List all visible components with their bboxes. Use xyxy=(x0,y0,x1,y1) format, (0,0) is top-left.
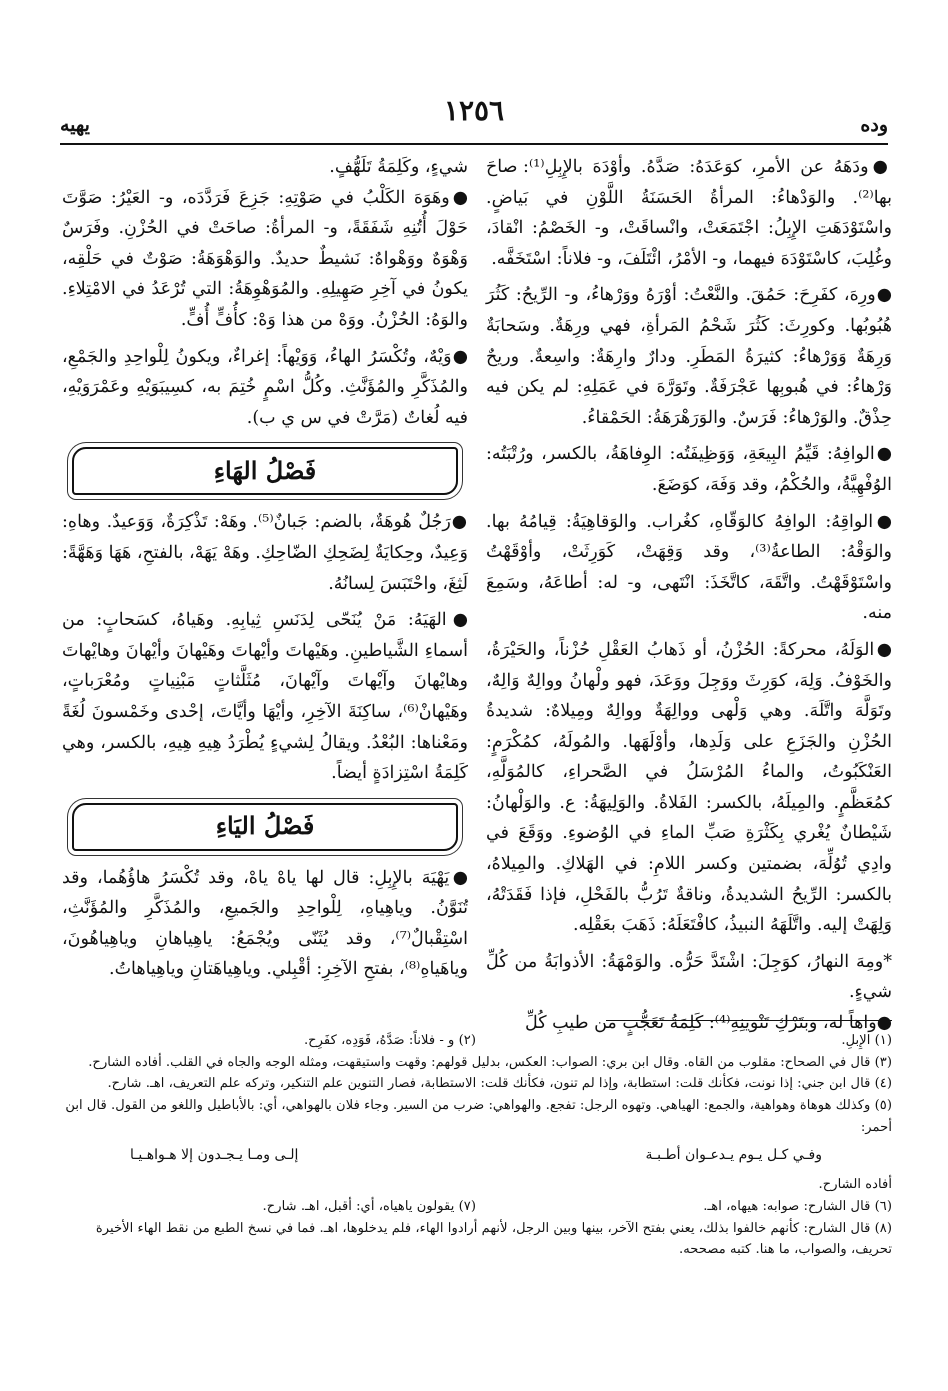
footnote-1: (١) الإِبلِ. xyxy=(841,1033,892,1048)
left-column xyxy=(62,152,468,985)
entry-huhah: ●رَجُلٌ هُوهَةٌ، بالضم: جَبانٌ⁽⁵⁾. وهَهْ: تَذْكِرَةٌ، وَوَعيدٌ. وهاهِ: وَعِيدٌ، وحِكايَةٌ لِضَحِكِ الضّاحِكِ. وهَهْ يَهَهْ، بالفتحِ، هَهَا وَهَهَّةً: لَثِغَ، واحْتَبَسَ لِسانُهُ. xyxy=(62,512,468,594)
verse-first-hemistich: وفـي كـل يـوم يـدعـوان أطـبـة xyxy=(645,1146,822,1163)
footnote-2: (٢) و - فلاناً: صَدَّهُ، فَوَدِه، كفَرِح. xyxy=(303,1033,476,1048)
footnote-row-6-7 xyxy=(60,1196,892,1218)
footnote-row-1-2 xyxy=(60,1030,892,1052)
entry-wadah: ●ودَهَهُ عن الأمرِ، كوَعَدَهُ: صَدَّهُ. وأوْدَهَ بالإِبِلِ⁽¹⁾: صاحَ بها⁽²⁾. والوَدْهاءُ: المرأةُ الحَسَنَةُ اللَّوْنِ في بَياضٍ. واسْتَوْدَهَتِ الإِبِلُ: اجْتَمَعَتْ، وانْساقَتْ، و- الخَصْمُ: انْقادَ، وغُلِبَ، كاسْتَوْدَهَ فيهما، و- الأمْرُ، ائْتَلَفَ، و- فلاناً: اسْتَخَفَّه. xyxy=(486,157,892,269)
entry-continuation: شيءٍ، وكَلِمَةُ تَلَهُّفٍ. xyxy=(329,157,468,177)
section-heading-ha: فَصْلُ الهَاءِ xyxy=(72,447,458,495)
footnote-4: (٤) قال ابن جني: إذا نونت، فكأنك قلت: استطابة، وإذا لم تنون، فكأنك قلت: الاستطابة، فصار التنوين علم التنكير، وتركه علم التعريف، اهـ. شارح. xyxy=(107,1076,892,1092)
footnotes xyxy=(60,1030,892,1261)
footnote-5: (٥) وكذلك هوهاة وهواهية، والجمع: الهياهي. وتهوه الرجل: تفجع. والهواهي: ضرب من السير. وجاء فلان بالهواهي، أي: بالأباطيل واللغو من القول. قال ابن أحمر: xyxy=(65,1098,892,1135)
page-number: ١٢٥٦ xyxy=(443,94,505,127)
entry-hayah: ●الهَيَهُ: مَنْ يُنَحّى لِدَنَسِ ثِيابِهِ. وهَياهُ، كسَحابٍ: من أسماءِ الشَّياطينِ. وهَيْهاتَ وأيْهاتَ وهَيْهانَ وأيْهانَ وهايْهاتَ وهايْهانَ وآيْهاتَ وآيْهانَ، مُثَلَّثاتٍ مَبْنِياتٍ ومُعْرَباتٍ، وهَيْهانْ⁽⁶⁾، ساكِنَةَ الآخِرِ، وأيْهَا وأيَّاتَ، إحْدى وخَمْسونَ لُغَةً ومَعْناها: البُعْدُ. ويقالُ لِشيءٍ يُطْرَدُ هِيهِ هِيهِ، بالكسر، وهي كَلِمَةُ اسْتِزادَةٍ أيضاً. xyxy=(62,610,468,784)
footnote-8: (٨) قال الشارح: كأنهم خالفوا بذلك، يعني بفتح الآخر، بينها وبين الرجل، لأنهم أرادوا الهاء، فلم يدخلوها، اهـ. فما في نسخ الطبع من نقط الهاء الأخيرة تحريف، والصواب، ما هنا. كتبه مصححه. xyxy=(95,1220,892,1258)
entry-walah: ●الوَلَهُ، محركةً: الحُزْنُ، أو ذَهابُ العَقْلِ حُزْناً، والحَيْرَةُ، والخَوْفُ. وَلِهَ، كوَرِثَ ووَجِلَ ووَعَدَ، فهو ولْهانُ ووالِهٌ وَالِهٌ، وتَوَلَّهَ واتَّلَهَ. وهي وَلْهى ووالِهَةٌ ووالِهٌ ومِيلاهٌ: شديدةُ الحُزْنِ والجَزَعِ على وَلَدِها، وأوْلَهَها. والمُولَهُ، كمُكْرَمٍ: العَنْكَبُوتُ، والماءُ المُرْسَلُ في الصَّحراءِ، كالمُوَلَّهِ، كمُعَظَّمٍ. والمِيلَهُ، بالكسر: الفَلاةُ. والوَلِيهَةُ: ع. والوَلْهانُ: شَيْطانٌ يُغْري بِكَثْرَةِ صَبِّ الماءِ في الوُضوءِ. ووَقَعَ في وادِي تُوُلِّهَ، بضمتين وكسر اللامِ: في الهَلاكِ. والمِيلاهُ، بالكسر: الرِّيحُ الشديدةُ، وناقةٌ تَرُبُّ بالفَحْلِ، فإذا فَقَدَتْهُ، وَلِهَتْ إليه. واتَّلَهَهُ النبيذُ، كافْتَعَلَهُ: ذَهَبَ بعَقْلِه. xyxy=(486,639,892,936)
right-column xyxy=(486,152,892,1039)
entry-wahan: ●واهاً له، وبتَرْكِ تَنْوينِهِ⁽⁴⁾: كَلِمَةُ تَعَجُّبٍ من طيبِ كُلِّ xyxy=(524,1013,892,1034)
poetry-verse xyxy=(60,1139,892,1175)
footnote-5-source: أفاده الشارح. xyxy=(818,1177,892,1193)
page-header xyxy=(60,94,888,134)
section-heading-ya: فَصْلُ اليَاءِ xyxy=(72,803,458,851)
entry-waqih: ●الواقِهُ: الوافِهُ كالوَقّاهِ، كغُراب. والوَقاهِيَةُ: قِيامُهُ بها. والوَقْهُ: الطاعةُ⁽³⁾، وقد وَقِهَتْ، كَوَرِثَتْ، وأوْقَهْتُ واسْتَوْقَهْتُ. واتَّقَهَ، كاتَّخَذَ: انْتَهى، و- له: أطاعَهُ، وسَمِعَ منه. xyxy=(486,511,892,624)
header-rule xyxy=(60,143,888,145)
footnote-6: (٦) قال الشارح: صوابه: هيهاه، اهـ. xyxy=(703,1198,892,1214)
entry-wahwah: ●وهَوَهَ الكَلْبُ في صَوْتِهِ: جَزِعَ فَرَدَّدَه، و- العَيْرُ: صَوَّتَ حَوْلَ أُتُنِهِ شَفَقَةً، و- المرأةُ: صاحَتْ في الحُزْنِ. وفَرَسٌ وَهْوَهٌ ووَهْواهٌ: نَشيطٌ حديدٌ. والوَهْوَهَةُ: صَوْتٌ في حَلْقِه، يكونُ في آخِرِ صَهِيلِهِ. والمُوَهْوِهَةُ: التي تُرْعَدُ في الامْتِلاءِ. والوَهُ: الحُزْنُ. ووَهْ من هذا وَهْ: كأُفٍّ أُفٍّ. xyxy=(62,187,468,330)
verse-second-hemistich: إلـى ومـا يـجـدون إلا هـواهـيـا xyxy=(130,1146,299,1163)
entry-wamih: *ومِهَ النهارُ، كوَجِلَ: اشْتَدَّ حَرُّه. والوَمْهَةُ: الأذوابَةُ من كُلِّ شيءٍ. xyxy=(486,951,892,1003)
entry-wafih: ●الوافِهُ: قَيِّمُ البِيعَةِ، وَوَظِيفَتُه: الوِفاهَةُ، بالكسر، ورُتْبَتُه: الوُفْهِيَّةُ، والحُكْمُ، وقد وَفَهَ، كوَضَعَ. xyxy=(486,444,892,495)
entry-wayh: ●وَيْهٌ، وتُكْسَرُ الهاءُ، وَوَيْهاً: إغراءٌ، ويكونُ لِلْواحِدِ والجَمْعِ، والمُذَكَّرِ والمُؤَنَّثِ. وكُلُّ اسْمٍ خُتِمَ به، كسِيبَوَيْهِ وعَمْرَوَيْهِ، فيه لُغاتٌ (مَرَّتْ في س ي ب). xyxy=(62,346,468,428)
footnote-3: (٣) قال في الصحاح: مقلوب من القاه. وقال ابن بري: الصواب: العكس، بدليل قولهم: وقهت واستيقهت، ومثله الوجه والجاه في القلب. أفاده الشارح. xyxy=(88,1054,892,1070)
footnote-7: (٧) يقولون ياهياه، أي: أقبل، اهـ. شارح. xyxy=(262,1198,476,1214)
entry-yahyah: ●يَهْيَهَ بالإِبِلِ: قال لها ياهْ ياهْ، وقد تُكْسَرُ هاؤُهُما، وقد تُنَوَّنُ. وياهِياهِ، لِلْواحِدِ والجَميعِ، والمُذَكَّرِ والمُؤَنَّثِ، اسْتِقْبالٌ⁽⁷⁾، وقد يُثَنّى ويُجْمَعُ: ياهِياهانِ وياهِياهُونَ، وياهَياهِ⁽⁸⁾، بفتحِ الآخِرِ: أقْبِلي. وياهِياهَتانِ وياهِياهاتُ. xyxy=(62,867,468,980)
header-right-word: وده xyxy=(860,114,888,136)
footnote-rule xyxy=(606,1020,892,1021)
header-left-word: يهيه xyxy=(60,114,90,136)
entry-warih: ●ورِهَ، كفَرِحَ: حَمُقَ. والنَّعْتُ: أوْرَهُ ووَرْهاءُ، و- الرِّيحُ: كَثُرَ هُبُوبُها. وكورِثَ: كَثُرَ شَحْمُ المَرأةِ، فهي ورِهَةٌ. وسَحابَةٌ وَرِهَةٌ وَوَرْهاءُ: كثيرَةُ المَطَرِ. ودارٌ وارِهَةٌ: واسِعةٌ. وريحٌ وَرْهاءُ: في هُبوبِها عَجْرَفَةٌ. وتَوَرَّهَ في عَمَلِهِ: لم يكن فيه حِذْقٌ. والوَرْهاءُ: فَرَسٌ. والوَرَهْرَهَةُ: الحَمْقاءُ. xyxy=(486,285,892,428)
